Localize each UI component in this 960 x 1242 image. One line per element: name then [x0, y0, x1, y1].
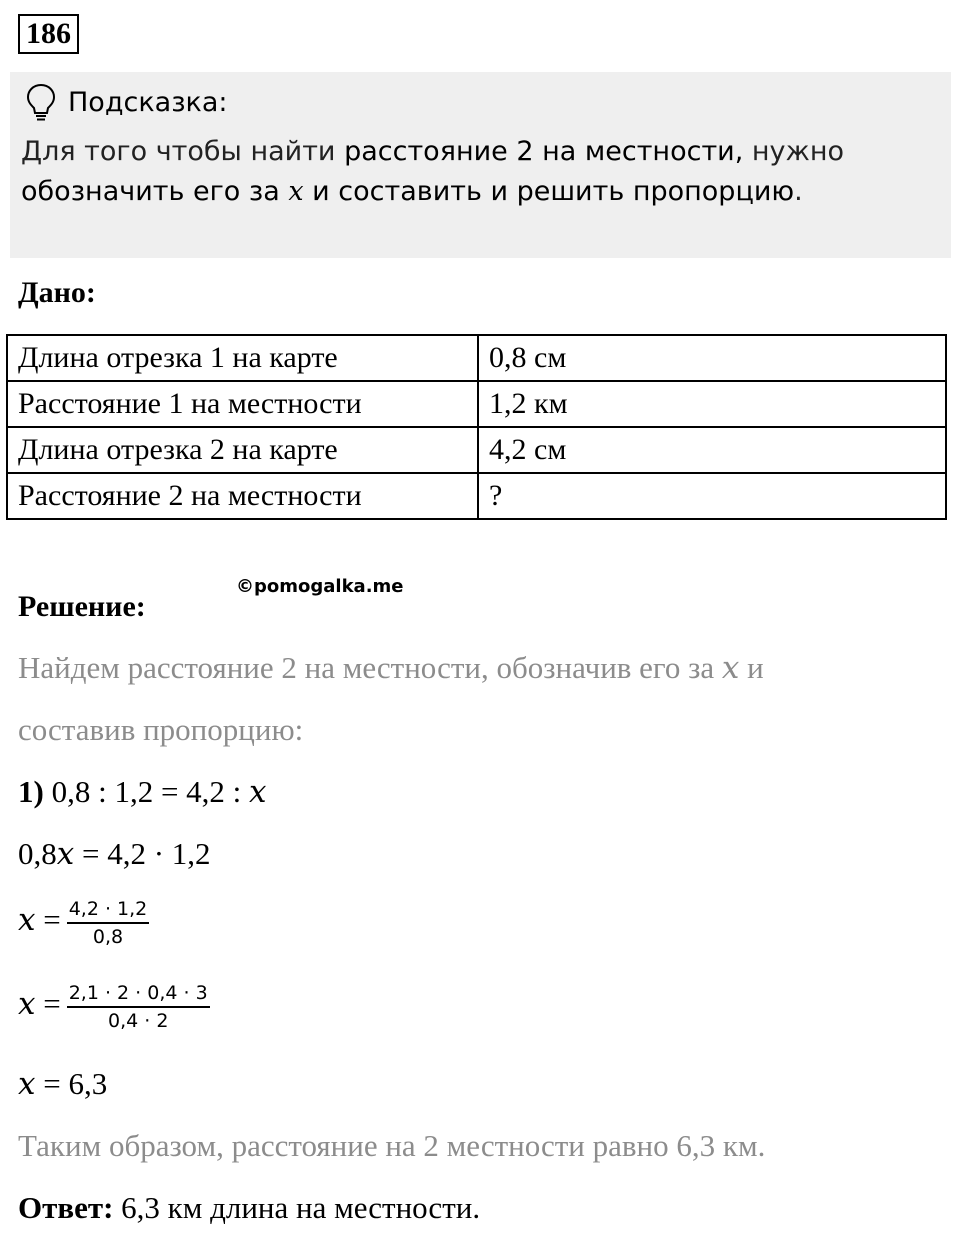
solution-intro-line-1	[18, 650, 764, 686]
equals-sign: =	[35, 986, 61, 1022]
table-row	[7, 427, 946, 473]
given-name-cell: Расстояние 1 на местности	[7, 381, 478, 427]
hint-text	[21, 132, 926, 212]
given-table	[6, 334, 947, 520]
table-row	[7, 335, 946, 381]
table-row	[7, 473, 946, 519]
hint-text-part: Для того чтобы найти	[21, 136, 345, 167]
fraction-numerator: 4,2 · 1,2	[67, 896, 150, 924]
variable-x: x	[249, 774, 267, 810]
lightbulb-icon	[24, 82, 58, 122]
given-value-cell: 1,2 км	[478, 381, 946, 427]
hint-text-emphasis: расстояние 2 на местности,	[344, 136, 744, 167]
hint-text-part: нужно	[743, 136, 845, 167]
variable-x: x	[18, 986, 36, 1023]
answer-text: 6,3 км длина на местности.	[113, 1190, 481, 1225]
given-name-cell: Длина отрезка 1 на карте	[7, 335, 478, 381]
equation-text: 0,8	[18, 836, 57, 871]
given-value-cell: 4,2 см	[478, 427, 946, 473]
given-label: Дано:	[18, 276, 96, 309]
task-number: 186	[18, 14, 79, 54]
table-row	[7, 381, 946, 427]
hint-title: Подсказка:	[68, 86, 228, 118]
equation-text: 0,8 : 1,2 = 4,2 :	[43, 774, 250, 809]
solution-intro-line-2: составив пропорцию:	[18, 712, 304, 747]
watermark: ©pomogalka.me	[236, 576, 404, 597]
step-label: 1)	[18, 774, 44, 809]
given-name-cell: Расстояние 2 на местности	[7, 473, 478, 519]
answer-label: Ответ:	[18, 1190, 114, 1225]
hint-text-part: .	[794, 176, 803, 207]
solution-conclusion: Таким образом, расстояние на 2 местности равно 6,3 км.	[18, 1128, 766, 1163]
answer	[18, 1190, 480, 1226]
hint-text-emphasis: обозначить его за	[21, 176, 289, 207]
variable-x: x	[56, 836, 75, 872]
hint-text-emphasis: и составить и решить пропорцию	[303, 176, 795, 207]
equation-5	[18, 1066, 107, 1102]
variable-x: x	[721, 650, 740, 686]
variable-x: x	[18, 1066, 36, 1102]
fraction-denominator: 0,4 · 2	[107, 1010, 169, 1032]
hint-header	[24, 82, 228, 122]
hint-variable: x	[288, 176, 304, 207]
fraction	[67, 896, 150, 950]
equation-4	[18, 980, 210, 1034]
equation-text: = 6,3	[35, 1066, 108, 1101]
given-value-cell: 0,8 см	[478, 335, 946, 381]
solution-label: Решение:	[18, 590, 146, 623]
solution-text: Найдем расстояние 2 на местности, обозначив его за	[18, 650, 722, 685]
fraction	[67, 980, 210, 1034]
variable-x: x	[18, 902, 36, 939]
equation-3	[18, 896, 149, 950]
equation-text: = 4,2 · 1,2	[74, 836, 211, 871]
given-value-cell: ?	[478, 473, 946, 519]
given-name-cell: Длина отрезка 2 на карте	[7, 427, 478, 473]
fraction-denominator: 0,8	[92, 926, 124, 948]
solution-text: и	[739, 650, 764, 685]
fraction-numerator: 2,1 · 2 · 0,4 · 3	[67, 980, 210, 1008]
equals-sign: =	[35, 902, 61, 938]
equation-2	[18, 836, 211, 872]
equation-1	[18, 774, 267, 810]
hint-box	[10, 72, 951, 258]
